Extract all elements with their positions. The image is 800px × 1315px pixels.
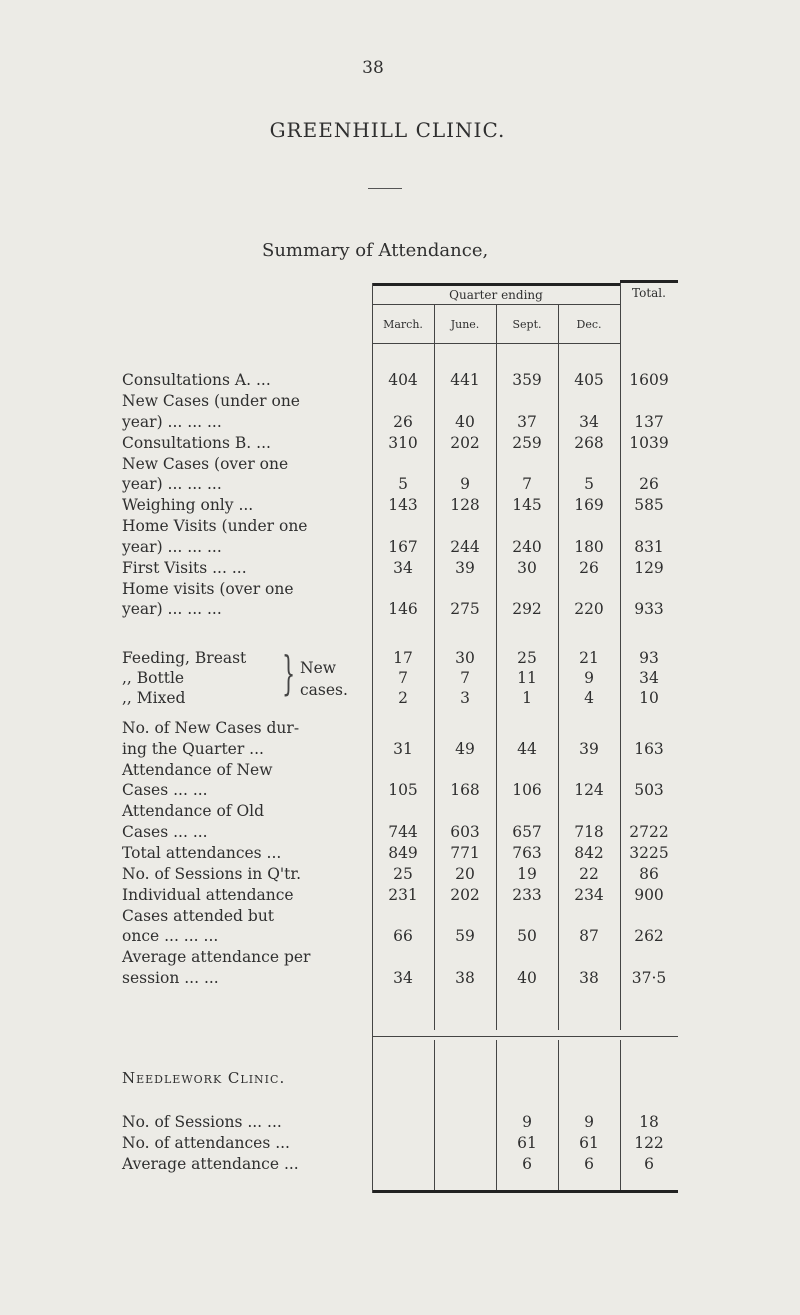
needlework-value-cell: 6 xyxy=(584,1155,594,1173)
row-value-cell: 59 xyxy=(455,927,475,945)
row-label: year) ... ... ... xyxy=(122,537,222,556)
row-value-cell: 163 xyxy=(634,739,664,758)
row-label: Home visits (over one xyxy=(122,579,294,598)
row-value-cell: 5 xyxy=(584,475,594,493)
page-number: 38 xyxy=(362,58,384,78)
row-value-cell: 585 xyxy=(634,496,664,514)
row-value-cell: 26 xyxy=(639,475,659,493)
row-label: once ... ... ... xyxy=(122,927,219,945)
row-value-cell: 38 xyxy=(455,968,475,987)
feeding-group-label-line1: New xyxy=(300,659,337,677)
feeding-group-label xyxy=(300,657,348,701)
row-value-cell: 129 xyxy=(634,558,664,577)
feeding-brace: } xyxy=(282,646,296,700)
needlework-value-cell: 6 xyxy=(522,1155,532,1173)
row-value-cell: 244 xyxy=(450,537,480,556)
row-value-cell: 169 xyxy=(574,496,604,514)
feeding-value-cell: 10 xyxy=(639,689,659,707)
needlework-top-rule xyxy=(372,1036,678,1037)
header-total: Total. xyxy=(632,286,666,300)
row-value-cell: 503 xyxy=(634,781,664,799)
row-value-cell: 38 xyxy=(579,968,599,987)
feeding-group-label-line2: cases. xyxy=(300,681,348,699)
row-value-cell: 763 xyxy=(512,843,542,862)
needlework-value-cell: 61 xyxy=(579,1134,599,1152)
row-value-cell: 180 xyxy=(574,537,604,556)
feeding-value-cell: 7 xyxy=(460,669,470,687)
row-value-cell: 145 xyxy=(512,496,542,514)
row-value-cell: 233 xyxy=(512,885,542,904)
row-value-cell: 1039 xyxy=(629,433,669,452)
header-quarter-ending: Quarter ending xyxy=(449,288,543,302)
row-value-cell: 842 xyxy=(574,843,604,862)
table-bottom-rule xyxy=(372,1190,678,1193)
needlework-row-label: Average attendance ... xyxy=(122,1155,299,1173)
row-value-cell: 26 xyxy=(579,558,599,577)
row-value-cell: 34 xyxy=(579,412,599,431)
row-label: Average attendance per xyxy=(122,948,311,966)
row-value-cell: 168 xyxy=(450,781,480,799)
row-label: Cases attended but xyxy=(122,906,275,925)
feeding-value-cell: 34 xyxy=(639,669,659,687)
row-value-cell: 9 xyxy=(460,475,470,493)
row-value-cell: 292 xyxy=(512,600,542,618)
feeding-value-cell: 1 xyxy=(522,689,532,707)
table-subtitle: Summary of Attendance, xyxy=(262,240,489,261)
feeding-value-cell: 17 xyxy=(393,649,413,667)
row-value-cell: 849 xyxy=(388,843,418,862)
row-label: Cases ... ... xyxy=(122,781,208,799)
row-label: Individual attendance xyxy=(122,885,294,904)
row-value-cell: 310 xyxy=(388,433,418,452)
row-value-cell: 26 xyxy=(393,412,413,431)
row-value-cell: 49 xyxy=(455,739,475,758)
needlework-value-cell: 6 xyxy=(644,1155,654,1173)
needlework-value-cell: 18 xyxy=(639,1113,659,1131)
header-top-rule xyxy=(372,283,620,286)
feeding-row-label: ,, Bottle xyxy=(122,669,185,687)
header-sept: Sept. xyxy=(512,318,542,331)
needlework-row-label: No. of attendances ... xyxy=(122,1134,290,1152)
row-label: Attendance of Old xyxy=(122,802,265,820)
feeding-value-cell: 30 xyxy=(455,649,475,667)
row-value-cell: 30 xyxy=(517,558,537,577)
row-value-cell: 240 xyxy=(512,537,542,556)
row-label: year) ... ... ... xyxy=(122,475,222,493)
row-value-cell: 744 xyxy=(388,822,418,841)
feeding-value-cell: 7 xyxy=(398,669,408,687)
header-march: March. xyxy=(383,318,423,331)
row-value-cell: 3225 xyxy=(629,843,669,862)
row-value-cell: 40 xyxy=(517,968,537,987)
feeding-value-cell: 9 xyxy=(584,669,594,687)
feeding-value-cell: 4 xyxy=(584,689,594,707)
row-value-cell: 831 xyxy=(634,537,664,556)
row-value-cell: 7 xyxy=(522,475,532,493)
row-value-cell: 900 xyxy=(634,885,664,904)
row-value-cell: 124 xyxy=(574,781,604,799)
row-value-cell: 603 xyxy=(450,822,480,841)
needle-rule-2 xyxy=(496,1040,497,1190)
row-label: Total attendances ... xyxy=(122,843,282,862)
row-value-cell: 37 xyxy=(517,412,537,431)
row-value-cell: 25 xyxy=(393,864,413,883)
row-label: Consultations B. ... xyxy=(122,433,271,452)
row-value-cell: 39 xyxy=(579,739,599,758)
feeding-value-cell: 25 xyxy=(517,649,537,667)
row-value-cell: 234 xyxy=(574,885,604,904)
row-value-cell: 50 xyxy=(517,927,537,945)
row-value-cell: 20 xyxy=(455,864,475,883)
row-value-cell: 31 xyxy=(393,739,413,758)
page-title: GREENHILL CLINIC. xyxy=(269,118,506,142)
row-value-cell: 86 xyxy=(639,864,659,883)
needle-rule-3 xyxy=(558,1040,559,1190)
row-value-cell: 441 xyxy=(450,371,480,389)
row-value-cell: 22 xyxy=(579,864,599,883)
row-value-cell: 167 xyxy=(388,537,418,556)
row-value-cell: 231 xyxy=(388,885,418,904)
row-value-cell: 359 xyxy=(512,371,542,389)
row-value-cell: 128 xyxy=(450,496,480,514)
row-value-cell: 405 xyxy=(574,371,604,389)
feeding-value-cell: 3 xyxy=(460,689,470,707)
row-value-cell: 933 xyxy=(634,600,664,618)
column-rule-3 xyxy=(558,305,559,1030)
row-label: New Cases (under one xyxy=(122,392,300,410)
row-value-cell: 106 xyxy=(512,781,542,799)
feeding-value-cell: 21 xyxy=(579,649,599,667)
header-june: June. xyxy=(450,318,480,331)
column-rule-2 xyxy=(496,305,497,1030)
row-value-cell: 37·5 xyxy=(631,968,667,987)
column-rule-1 xyxy=(434,305,435,1030)
feeding-row-label: ,, Mixed xyxy=(122,689,186,707)
row-value-cell: 34 xyxy=(393,558,413,577)
row-value-cell: 34 xyxy=(393,968,413,987)
row-label: Home Visits (under one xyxy=(122,517,308,535)
needlework-value-cell: 9 xyxy=(584,1113,594,1131)
feeding-value-cell: 93 xyxy=(639,649,659,667)
row-value-cell: 39 xyxy=(455,558,475,577)
feeding-row-label: Feeding, Breast xyxy=(122,649,247,667)
row-label: session ... ... xyxy=(122,968,219,987)
row-label: year) ... ... ... xyxy=(122,600,222,618)
needlework-value-cell: 9 xyxy=(522,1113,532,1131)
row-label: Cases ... ... xyxy=(122,822,208,841)
needlework-heading: Needlework Clinic. xyxy=(122,1069,286,1087)
row-value-cell: 1609 xyxy=(629,371,669,389)
header-total-rule xyxy=(620,280,678,283)
needlework-value-cell: 61 xyxy=(517,1134,537,1152)
row-label: No. of New Cases dur- xyxy=(122,719,300,737)
row-value-cell: 143 xyxy=(388,496,418,514)
row-value-cell: 87 xyxy=(579,927,599,945)
row-value-cell: 268 xyxy=(574,433,604,452)
row-label: ing the Quarter ... xyxy=(122,739,264,758)
row-value-cell: 718 xyxy=(574,822,604,841)
header-dec: Dec. xyxy=(576,318,602,331)
row-label: year) ... ... ... xyxy=(122,412,222,431)
row-value-cell: 19 xyxy=(517,864,537,883)
row-value-cell: 137 xyxy=(634,412,664,431)
row-value-cell: 275 xyxy=(450,600,480,618)
row-value-cell: 44 xyxy=(517,739,537,758)
row-value-cell: 146 xyxy=(388,600,418,618)
row-value-cell: 771 xyxy=(450,843,480,862)
row-value-cell: 259 xyxy=(512,433,542,452)
row-value-cell: 657 xyxy=(512,822,542,841)
row-value-cell: 404 xyxy=(388,371,418,389)
row-label: Consultations A. ... xyxy=(122,371,271,389)
row-value-cell: 40 xyxy=(455,412,475,431)
title-rule xyxy=(368,188,402,189)
row-value-cell: 202 xyxy=(450,433,480,452)
feeding-value-cell: 2 xyxy=(398,689,408,707)
feeding-value-cell: 11 xyxy=(517,669,537,687)
needlework-value-cell: 122 xyxy=(634,1134,664,1152)
row-label: No. of Sessions in Q'tr. xyxy=(122,864,302,883)
row-value-cell: 220 xyxy=(574,600,604,618)
row-value-cell: 105 xyxy=(388,781,418,799)
row-value-cell: 2722 xyxy=(629,822,669,841)
needlework-row-label: No. of Sessions ... ... xyxy=(122,1113,282,1131)
row-value-cell: 66 xyxy=(393,927,413,945)
row-value-cell: 262 xyxy=(634,927,664,945)
row-label: Weighing only ... xyxy=(122,496,254,514)
row-label: New Cases (over one xyxy=(122,454,289,473)
row-label: First Visits ... ... xyxy=(122,558,247,577)
column-rule-left xyxy=(372,283,373,1193)
row-value-cell: 5 xyxy=(398,475,408,493)
row-value-cell: 202 xyxy=(450,885,480,904)
row-label: Attendance of New xyxy=(122,760,273,779)
needle-rule-1 xyxy=(434,1040,435,1190)
